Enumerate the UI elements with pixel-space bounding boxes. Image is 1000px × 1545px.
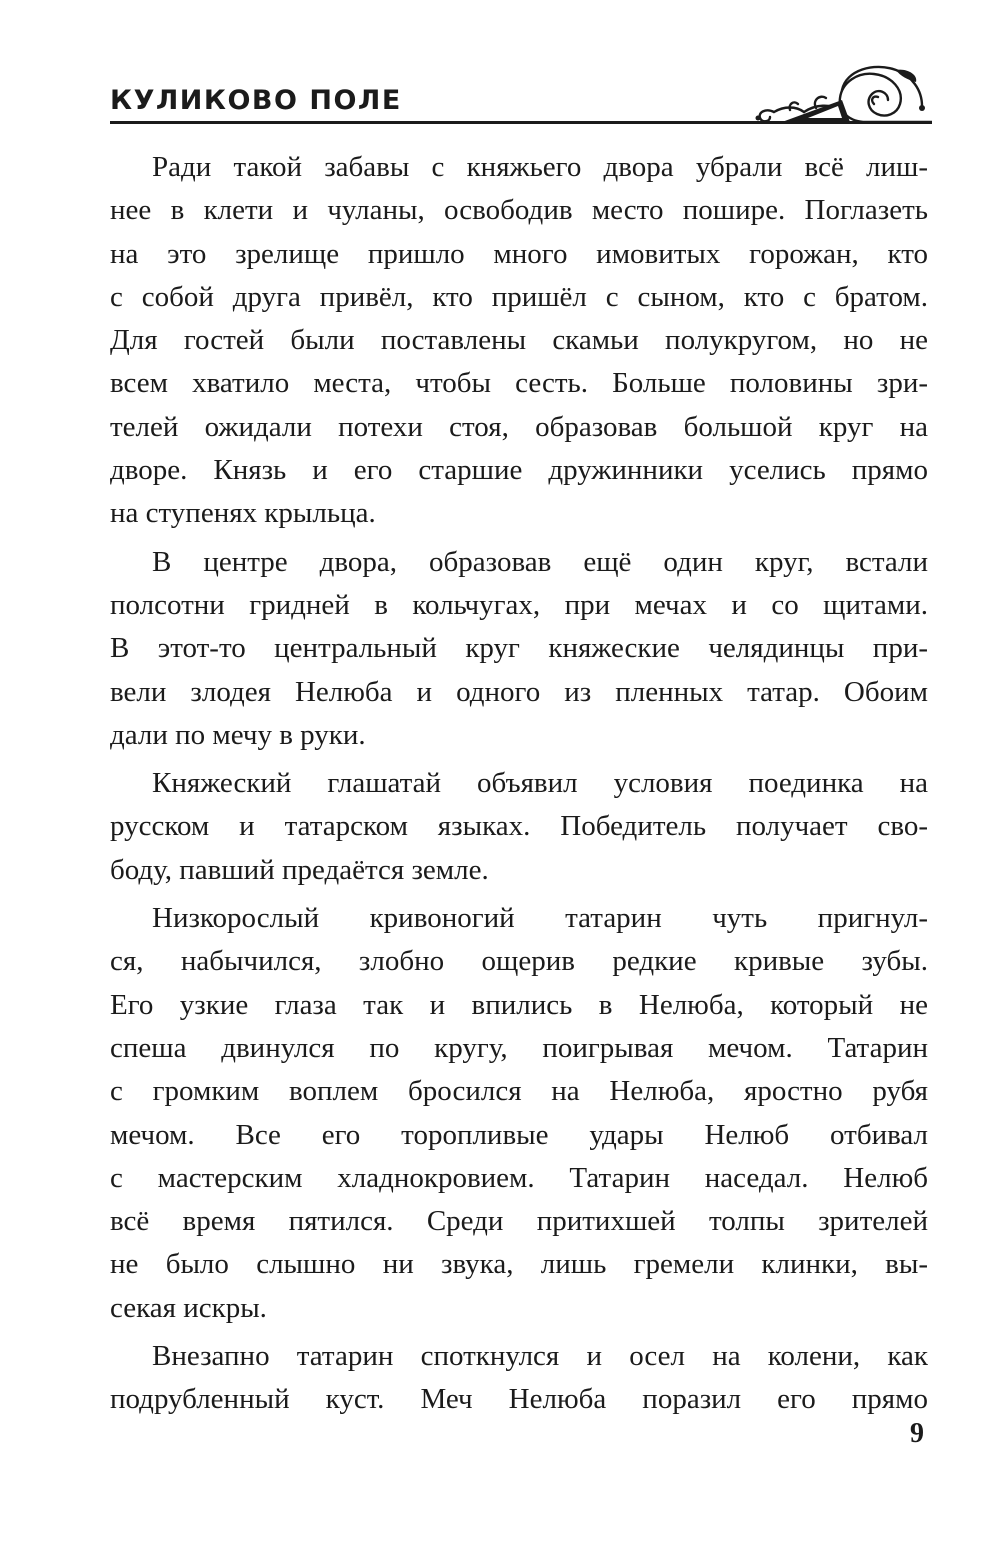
text-line: Ради такой забавы с княжьего двора убрали всё лиш- xyxy=(152,151,928,183)
paragraph xyxy=(110,146,928,536)
text-line: спеша двинулся по кругу, поигрывая мечом. Татарин xyxy=(110,1031,928,1064)
running-title: КУЛИКОВО ПОЛЕ xyxy=(110,85,402,116)
text-line: дворе. Князь и его старшие дружинники уселись прямо xyxy=(110,454,928,487)
text-line: на ступенях крыльца. xyxy=(110,497,376,530)
text-line: секая искры. xyxy=(110,1291,267,1324)
running-head xyxy=(110,62,932,128)
text-line: полсотни гридней в кольчугах, при мечах и со щитами. xyxy=(110,588,928,621)
text-line: дали по мечу в руки. xyxy=(110,718,366,751)
text-line: на это зрелище пришло много имовитых горожан, кто xyxy=(110,237,928,270)
paragraph xyxy=(110,541,928,757)
text-line: Внезапно татарин споткнулся и осел на колени, как xyxy=(152,1340,928,1373)
text-line: не было слышно ни звука, лишь гремели клинки, вы- xyxy=(110,1248,928,1281)
text-line: Его узкие глаза так и впились в Нелюба, который не xyxy=(110,988,928,1021)
paragraph xyxy=(110,897,928,1330)
text-line: нее в клети и чуланы, освободив место пошире. Поглазеть xyxy=(110,194,928,227)
text-line: подрубленный куст. Меч Нелюба поразил его прямо xyxy=(110,1383,928,1416)
text-line: В центре двора, образовав ещё один круг, встали xyxy=(152,545,928,578)
text-line: вели злодея Нелюба и одного из пленных татар. Обоим xyxy=(110,675,928,708)
paragraph xyxy=(110,762,928,892)
text-line: Для гостей были поставлены скамьи полукругом, но не xyxy=(110,324,928,357)
page-number: 9 xyxy=(910,1418,924,1449)
scroll-ornament-icon xyxy=(746,60,932,126)
text-line: Княжеский глашатай объявил условия поединка на xyxy=(152,767,928,800)
paragraph xyxy=(110,1335,928,1422)
body-text xyxy=(110,146,928,1427)
text-line: телей ожидали потехи стоя, образовав большой круг на xyxy=(110,410,928,443)
text-line: с собой друга привёл, кто пришёл с сыном, кто с братом. xyxy=(110,280,928,313)
text-line: В этот-то центральный круг княжеские челядинцы при- xyxy=(110,632,928,665)
text-line: с мастерским хладнокровием. Татарин наседал. Нелюб xyxy=(110,1161,928,1194)
text-line: мечом. Все его торопливые удары Нелюб отбивал xyxy=(110,1118,928,1151)
text-line: всем хватило места, чтобы сесть. Больше половины зри- xyxy=(110,367,928,400)
text-line: всё время пятился. Среди притихшей толпы зрителей xyxy=(110,1205,928,1238)
text-line: Низкорослый кривоногий татарин чуть пригнул- xyxy=(152,902,928,935)
text-line: с громким воплем бросился на Нелюба, яростно рубя xyxy=(110,1075,928,1108)
text-line: русском и татарском языках. Победитель получает сво- xyxy=(110,810,928,843)
text-line: боду, павший предаётся земле. xyxy=(110,853,489,886)
text-line: ся, набычился, злобно ощерив редкие кривые зубы. xyxy=(110,945,928,978)
